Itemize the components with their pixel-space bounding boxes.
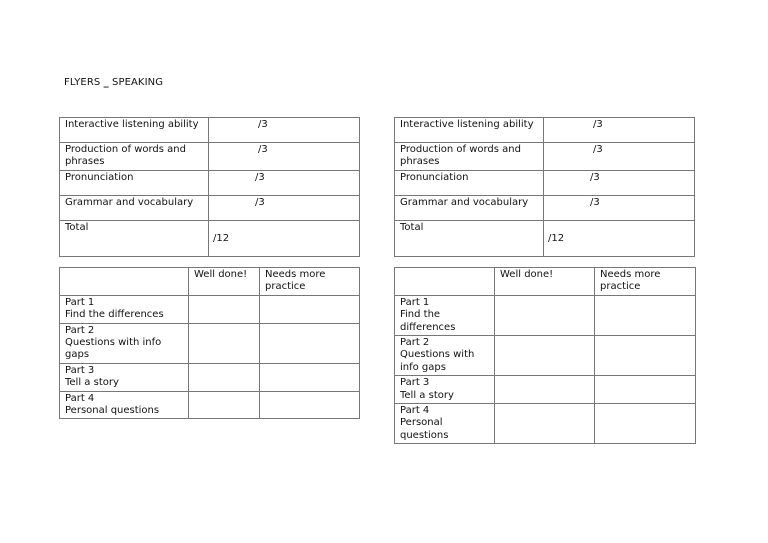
total-score: /12	[209, 220, 360, 256]
table-row	[60, 195, 360, 220]
total-label: Total	[60, 220, 209, 256]
needs-practice-cell	[595, 404, 696, 444]
title-exam: FLYERS	[64, 77, 101, 88]
table-row	[395, 404, 696, 444]
well-done-cell	[189, 391, 260, 419]
table-header-row	[395, 268, 696, 296]
criterion-score: /3	[209, 143, 360, 171]
table-row-total	[60, 220, 360, 256]
well-done-cell	[189, 295, 260, 323]
table-row-total	[395, 220, 695, 256]
table-row	[395, 143, 695, 171]
feedback-table-left	[59, 267, 360, 419]
part-number: Part 2	[400, 337, 430, 349]
part-cell	[60, 323, 189, 363]
criterion-score: /3	[209, 195, 360, 220]
table-row	[395, 336, 696, 376]
criterion-score: /3	[544, 118, 695, 143]
part-number: Part 1	[65, 296, 95, 308]
table-row	[60, 143, 360, 171]
needs-practice-cell	[595, 336, 696, 376]
part-cell	[60, 391, 189, 419]
part-cell	[395, 336, 495, 376]
criterion-label: Pronunciation	[60, 170, 209, 195]
criterion-label: Pronunciation	[395, 170, 544, 195]
total-score: /12	[544, 220, 695, 256]
part-cell	[395, 376, 495, 404]
needs-practice-cell	[260, 295, 360, 323]
part-task: Questions with info gaps	[65, 337, 162, 361]
table-row	[60, 323, 360, 363]
feedback-table-right	[394, 267, 696, 444]
criterion-score: /3	[209, 170, 360, 195]
well-done-cell	[189, 363, 260, 391]
criterion-label: Grammar and vocabulary	[60, 195, 209, 220]
criterion-label: Interactive listening ability	[395, 118, 544, 143]
well-done-cell	[495, 376, 595, 404]
header-empty	[395, 268, 495, 296]
part-number: Part 3	[65, 364, 95, 376]
header-well-done: Well done!	[495, 268, 595, 296]
needs-practice-cell	[260, 323, 360, 363]
part-number: Part 2	[65, 324, 95, 336]
part-task: Tell a story	[65, 377, 119, 389]
part-number: Part 3	[400, 377, 430, 389]
criterion-score: /3	[544, 195, 695, 220]
well-done-cell	[495, 295, 595, 335]
header-needs-practice: Needs more practice	[260, 268, 360, 296]
table-row	[395, 170, 695, 195]
total-label: Total	[395, 220, 544, 256]
table-row	[60, 391, 360, 419]
table-row	[395, 376, 696, 404]
needs-practice-cell	[260, 363, 360, 391]
criterion-label: Grammar and vocabulary	[395, 195, 544, 220]
part-task: Find the differences	[65, 309, 164, 321]
table-row	[395, 195, 695, 220]
well-done-cell	[495, 336, 595, 376]
part-task: Personal questions	[400, 417, 449, 441]
part-number: Part 1	[400, 296, 430, 308]
needs-practice-cell	[595, 295, 696, 335]
table-row	[60, 118, 360, 143]
part-task: Tell a story	[400, 389, 454, 401]
criterion-label: Production of words and phrases	[60, 143, 209, 171]
part-task: Find the differences	[400, 309, 456, 333]
table-row	[60, 295, 360, 323]
needs-practice-cell	[595, 376, 696, 404]
criterion-score: /3	[209, 118, 360, 143]
part-cell	[395, 404, 495, 444]
part-cell	[60, 295, 189, 323]
part-cell	[395, 295, 495, 335]
header-empty	[60, 268, 189, 296]
part-number: Part 4	[400, 405, 430, 417]
part-cell	[60, 363, 189, 391]
needs-practice-cell	[260, 391, 360, 419]
table-row	[60, 170, 360, 195]
table-header-row	[60, 268, 360, 296]
well-done-cell	[495, 404, 595, 444]
score-table-left	[59, 117, 360, 257]
score-table-right	[394, 117, 695, 257]
title-section: SPEAKING	[112, 77, 164, 88]
table-row	[395, 295, 696, 335]
part-number: Part 4	[65, 392, 95, 404]
well-done-cell	[189, 323, 260, 363]
criterion-label: Interactive listening ability	[60, 118, 209, 143]
table-row	[60, 363, 360, 391]
criterion-score: /3	[544, 143, 695, 171]
part-task: Questions with info gaps	[400, 349, 475, 373]
header-needs-practice: Needs more practice	[595, 268, 696, 296]
page-title	[64, 77, 163, 88]
part-task: Personal questions	[65, 405, 160, 417]
header-well-done: Well done!	[189, 268, 260, 296]
criterion-score: /3	[544, 170, 695, 195]
title-separator: _	[103, 77, 109, 88]
criterion-label: Production of words and phrases	[395, 143, 544, 171]
table-row	[395, 118, 695, 143]
